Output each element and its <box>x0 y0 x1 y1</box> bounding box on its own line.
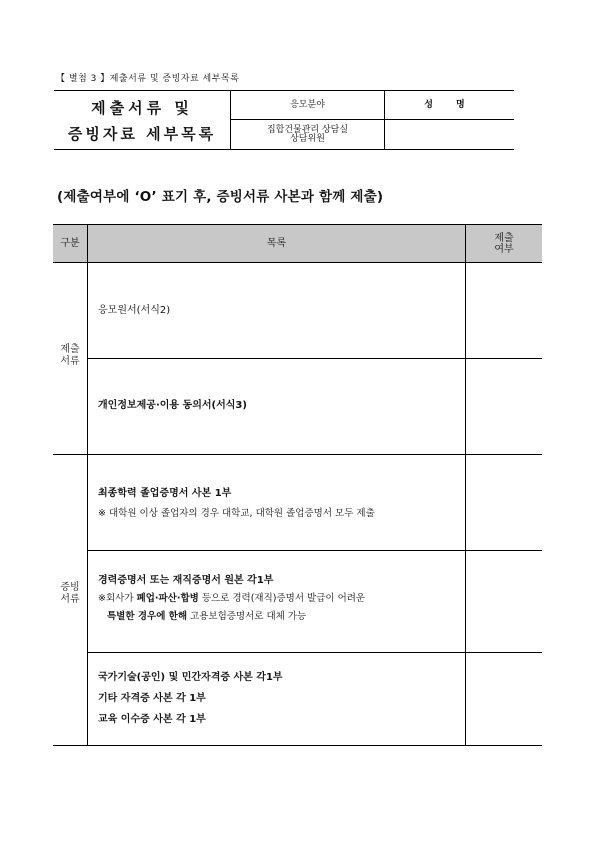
checklist-table <box>53 224 542 746</box>
header-submit-line2: 여부 <box>494 243 514 255</box>
item-note-prefix: ※회사가 <box>98 593 137 604</box>
header-list: 목록 <box>266 238 287 249</box>
form-title <box>54 91 231 149</box>
submit-check-cell[interactable] <box>466 551 542 652</box>
list-item <box>98 398 247 414</box>
item-note <box>98 609 365 625</box>
list-item <box>98 667 283 730</box>
item-note-bold: 폐업·파산·합병 <box>136 593 199 604</box>
form-title-line2: 증빙자료 세부목록 <box>67 125 217 143</box>
divider <box>87 225 88 745</box>
form-title-line1: 제출서류 및 <box>91 99 193 117</box>
header-submit-line1: 제출 <box>494 232 514 244</box>
submit-check-cell[interactable] <box>466 263 542 358</box>
category-line1: 증빙 <box>60 582 80 593</box>
field-value-cell <box>231 120 385 149</box>
name-value[interactable] <box>385 120 514 149</box>
item-text: 응모원서(서식2) <box>98 305 171 316</box>
field-value-line2: 상담위원 <box>290 133 325 144</box>
submit-check-cell[interactable] <box>466 359 542 454</box>
item-note-bold: 특별한 경우에 한해 <box>107 611 188 622</box>
submit-check-cell[interactable] <box>466 653 542 745</box>
list-item <box>98 573 365 625</box>
field-label: 응모분야 <box>290 99 325 110</box>
annex-label: 【 별첨 3 】제출서류 및 증빙자료 세부목록 <box>56 74 240 84</box>
list-item <box>98 303 170 319</box>
name-label: 성 명 <box>424 99 475 110</box>
category-line1: 제출 <box>60 344 80 355</box>
item-note-suffix: 등으로 경력(재직)증명서 발급이 어려운 <box>198 593 366 604</box>
item-text: 경력증명서 또는 재직증명서 원본 각1부 <box>98 575 274 586</box>
field-value <box>231 120 384 149</box>
category-line2: 서류 <box>60 594 80 605</box>
header-table <box>54 90 514 150</box>
field-label-cell <box>231 91 385 120</box>
item-text: 개인정보제공·이용 동의서(서식3) <box>98 400 247 411</box>
item-text: 교육 이수증 사본 각 1부 <box>98 714 206 725</box>
instruction-text: (제출여부에 ‘O’ 표기 후, 증빙서류 사본과 함께 제출) <box>57 189 384 205</box>
item-note-suffix: 고용보험증명서로 대체 가능 <box>187 611 307 622</box>
field-value-line1: 집합건물관리 상담실 <box>266 124 349 135</box>
item-text: 국가기술(공인) 및 민간자격증 사본 각1부 <box>98 672 283 683</box>
category-evidence-docs <box>53 582 87 606</box>
item-note: ※ 대학원 이상 졸업자의 경우 대학교, 대학원 졸업증명서 모두 제출 <box>98 508 375 519</box>
item-text: 최종학력 졸업증명서 사본 1부 <box>98 488 232 499</box>
category-line2: 서류 <box>60 356 80 367</box>
name-label-cell <box>385 91 514 120</box>
header-category: 구분 <box>60 238 80 249</box>
item-note <box>98 591 365 607</box>
header-submit <box>466 225 542 262</box>
category-submit-docs <box>53 344 87 368</box>
list-item <box>98 486 375 522</box>
item-text: 기타 자격증 사본 각 1부 <box>98 693 206 704</box>
submit-check-cell[interactable] <box>466 455 542 550</box>
name-value-cell[interactable] <box>385 120 514 149</box>
